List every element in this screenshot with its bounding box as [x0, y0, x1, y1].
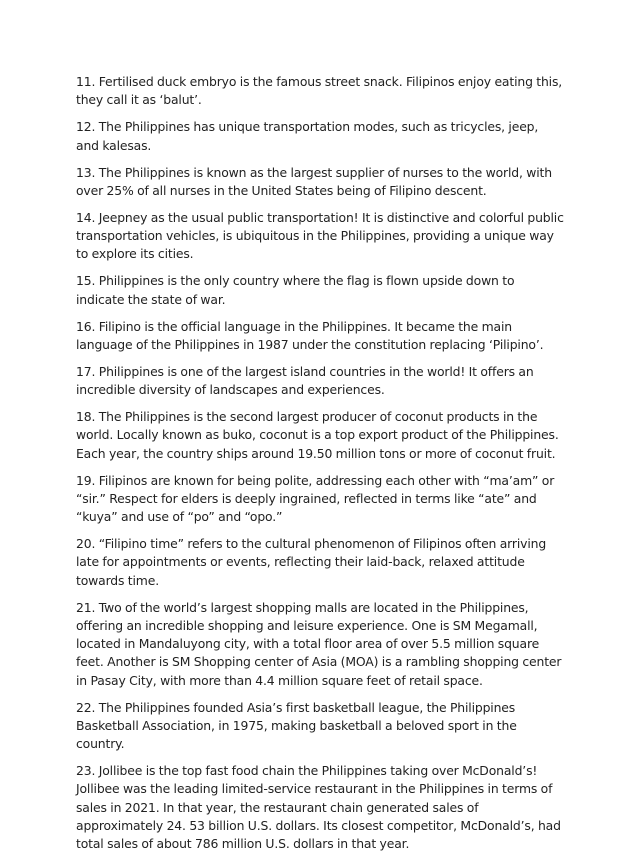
fact-16-paragraph: 16. Filipino is the official language in the Philippines. It became the main language of the Philippines in 1987 under the constitution replacing ‘Pilipino’.: [76, 318, 544, 352]
fact-22-paragraph: 22. The Philippines founded Asia’s first basketball league, the Philippines Basketball Association, in 1975, making basketball a beloved sport in the country.: [76, 699, 517, 752]
fact-13-paragraph: 13. The Philippines is known as the largest supplier of nurses to the world, with over 25% of all nurses in the United States being of Filipino descent.: [76, 164, 552, 198]
fact-14-paragraph: 14. Jeepney as the usual public transportation! It is distinctive and colorful public transportation vehicles, is ubiquitous in the Philippines, providing a unique way to explore its cities.: [76, 209, 564, 262]
fact-20-paragraph: 20. “Filipino time” refers to the cultural phenomenon of Filipinos often arriving late for appointments or events, reflecting their laid-back, relaxed attitude towards time.: [76, 536, 547, 588]
fact-21-paragraph: 21. Two of the world’s largest shopping malls are located in the Philippines, offering an incredible shopping and leisure experience. One is SM Megamall, located in Mandaluyong city, with a total floor area of over 5.5 million square feet. Another is SM Shopping center of Asia (MOA) is a rambling shopping center in Pasay City, with more than 4.4 million square feet of retail space.: [76, 599, 562, 688]
fact-18-paragraph: 18. The Philippines is the second largest producer of coconut products in the world. Locally known as buko, coconut is a top export product of the Philippines. Each year, the country ships around 19.50 million tons or more of coconut fruit.: [76, 409, 559, 461]
fact-15-paragraph: 15. Philippines is the only country where the flag is flown upside down to indicate the state of war.: [76, 273, 515, 307]
fact-11-paragraph: 11. Fertilised duck embryo is the famous street snack. Filipinos enjoy eating this, they call it as ‘balut’.: [76, 74, 563, 108]
fact-23-paragraph: 23. Jollibee is the top fast food chain the Philippines taking over McDonald’s! Jollibee was the leading limited-service restaurant in the Philippines in terms of sales in 2021. In that year, the restaurant chain generated sales of approximately 24. 53 billion U.S. dollars. Its closest competitor, McDonald’s, had total sales of about 786 million U.S. dollars in that year.: [76, 763, 561, 851]
fact-19-paragraph: 19. Filipinos are known for being polite, addressing each other with “ma’am” or “sir.” Respect for elders is deeply ingrained, reflected in terms like “ate” and “kuya” and use of “po” and “opo.”: [76, 472, 555, 525]
fact-12-paragraph: 12. The Philippines has unique transportation modes, such as tricycles, jeep, and kalesas.: [76, 119, 539, 153]
fact-17-paragraph: 17. Philippines is one of the largest island countries in the world! It offers an incredible diversity of landscapes and experiences.: [76, 363, 534, 398]
